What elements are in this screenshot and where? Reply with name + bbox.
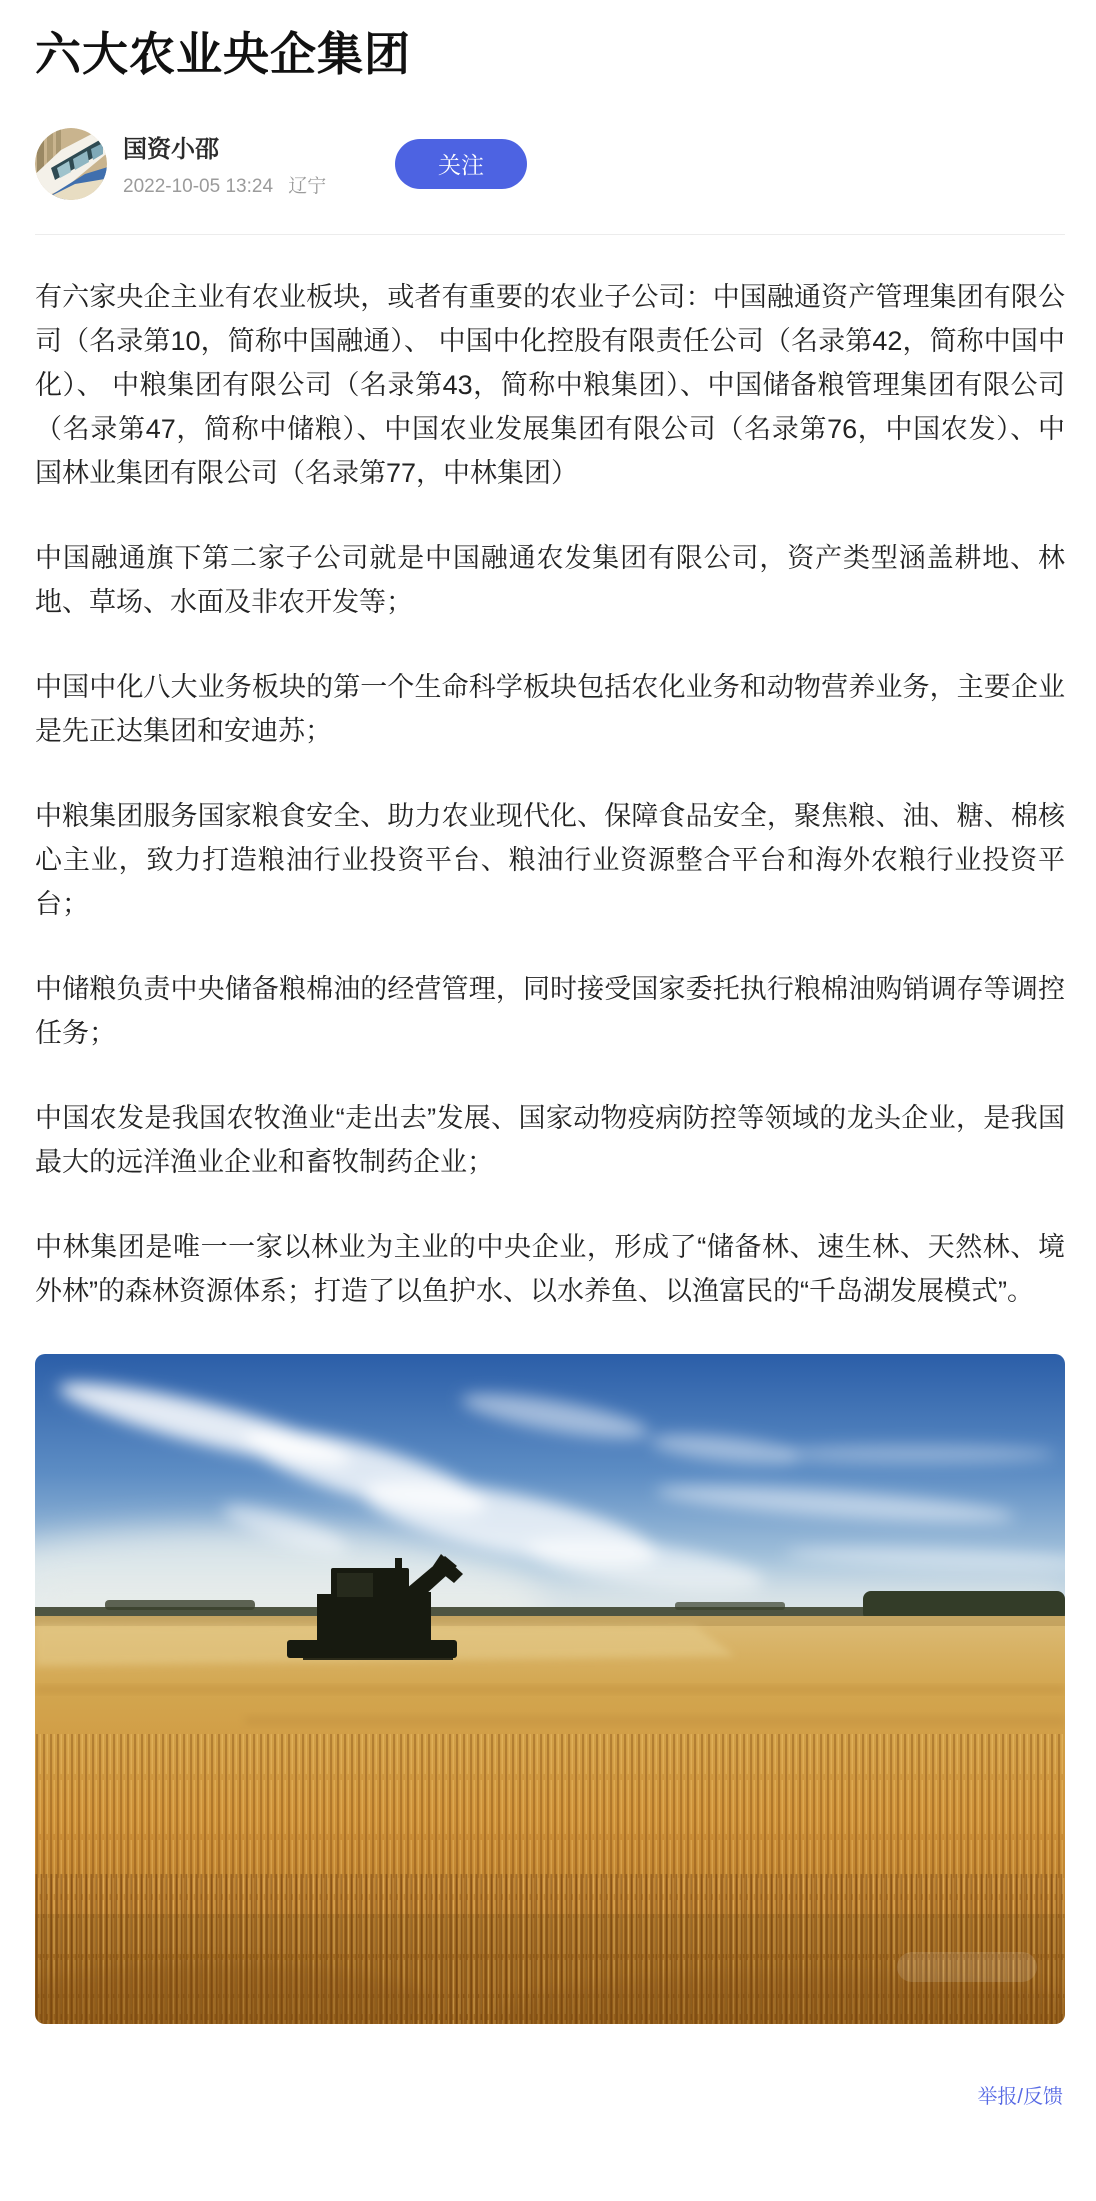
follow-button[interactable]: 关注 — [395, 139, 527, 189]
train-photo-avatar-icon — [35, 128, 107, 200]
paragraph-cofco: 中粮集团服务国家粮食安全、助力农业现代化、保障食品安全，聚焦粮、油、糖、棉核心主业，致力打造粮油行业投资平台、粮油行业资源整合平台和海外农粮行业投资平台； — [35, 800, 1065, 919]
paragraph-sinochem: 中国中化八大业务板块的第一个生命科学板块包括农化业务和动物营养业务，主要企业是先正达集团和安迪苏； — [35, 671, 1065, 746]
author-name[interactable]: 国资小邵 — [123, 136, 219, 163]
page-footer — [35, 2080, 1065, 2109]
paragraph-cnadc: 中国农发是我国农牧渔业“走出去”发展、国家动物疫病防控等领域的龙头企业，是我国最大的远洋渔业企业和畜牧制药企业； — [35, 1102, 1065, 1177]
article-body — [35, 275, 1065, 1313]
publish-datetime: 2022-10-05 13:24 — [123, 176, 274, 197]
paragraph-cfgc: 中林集团是唯一一家以林业为主业的中央企业，形成了“储备林、速生林、天然林、境外林”的森林资源体系；打造了以鱼护水、以水养鱼、以渔富民的“千岛湖发展模式”。 — [35, 1231, 1065, 1306]
author-info — [123, 129, 395, 198]
report-feedback-link[interactable]: 举报/反馈 — [977, 2085, 1063, 2108]
author-avatar[interactable] — [35, 128, 107, 200]
author-meta — [123, 171, 395, 198]
paragraph-overview: 有六家央企主业有农业板块，或者有重要的农业子公司：中国融通资产管理集团有限公司（名录第10，简称中国融通）、 中国中化控股有限责任公司（名录第42，简称中国中化）、 中粮集团有限公司（名录第43，简称中粮集团）、中国储备粮管理集团有限公司（名录第47，简称中储粮）、中国农业发展集团有限公司（名录第76，中国农发）、中国林业集团有限公司（名录第77，中林集团） — [35, 281, 1065, 488]
wheat-field-harvester-illustration — [35, 1354, 1065, 2024]
paragraph-rongtong: 中国融通旗下第二家子公司就是中国融通农发集团有限公司，资产类型涵盖耕地、林地、草场、水面及非农开发等； — [35, 542, 1065, 617]
image-watermark — [897, 1952, 1037, 1982]
publish-location: 辽宁 — [288, 176, 327, 197]
header-divider — [35, 234, 1065, 235]
article-title: 六大农业央企集团 — [35, 28, 411, 80]
wheat-field-harvester-photo[interactable] — [35, 1354, 1065, 2024]
paragraph-sinograin: 中储粮负责中央储备粮棉油的经营管理，同时接受国家委托执行粮棉油购销调存等调控任务； — [35, 973, 1065, 1048]
author-card — [35, 128, 1065, 200]
